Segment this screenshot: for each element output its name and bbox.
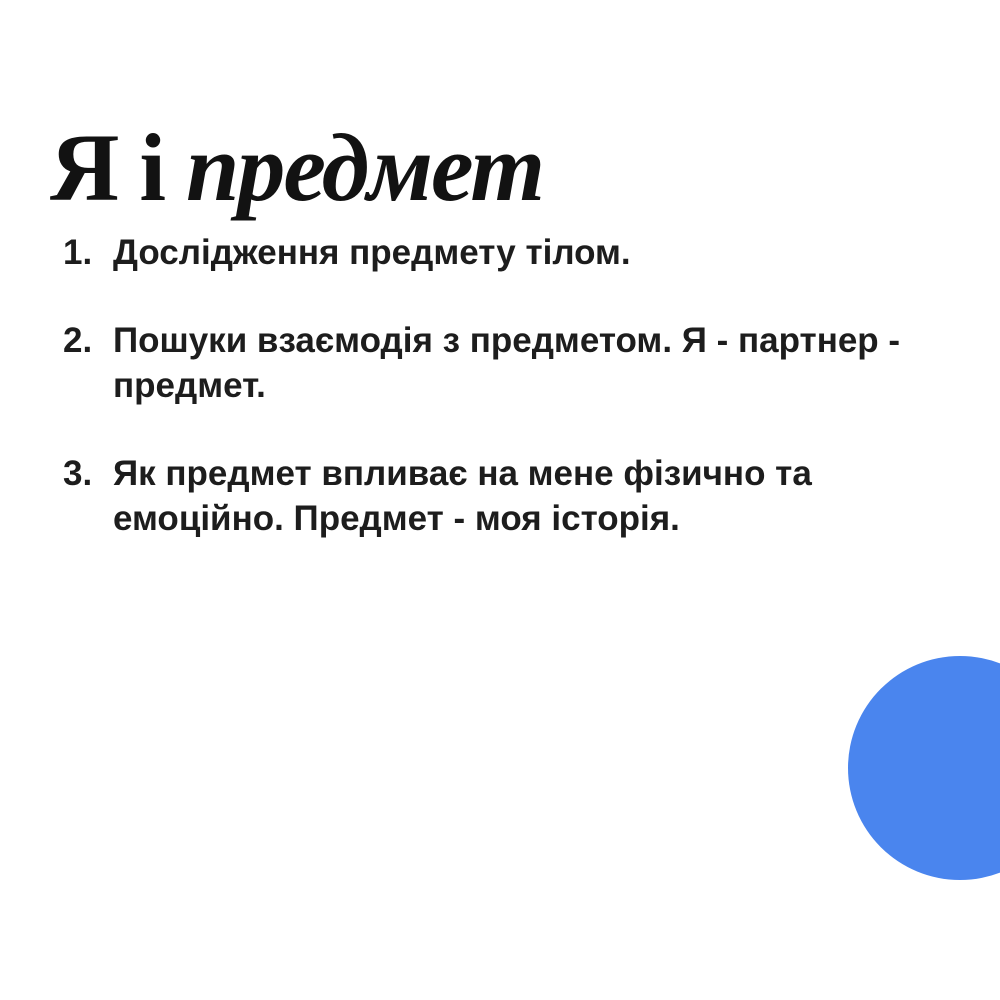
decorative-circle <box>848 656 1000 880</box>
list-item-number: 2. <box>63 321 93 360</box>
list-item-text: Дослідження предмету тілом. <box>113 233 631 272</box>
list-item-text: Як предмет впливає на мене фізично та емоційно. Предмет - моя історія. <box>113 454 812 538</box>
page-title-italic: предмет <box>186 114 544 222</box>
page-title-regular: Я і <box>50 114 186 222</box>
list-item-number: 3. <box>63 454 93 493</box>
numbered-list <box>63 230 923 541</box>
list-item <box>63 318 923 408</box>
list-item-number: 1. <box>63 233 93 272</box>
list-item <box>63 230 923 275</box>
list-item-text: Пошуки взаємодія з предметом. Я - партнер - предмет. <box>113 321 901 405</box>
page-title <box>50 116 543 220</box>
list-item <box>63 451 923 541</box>
